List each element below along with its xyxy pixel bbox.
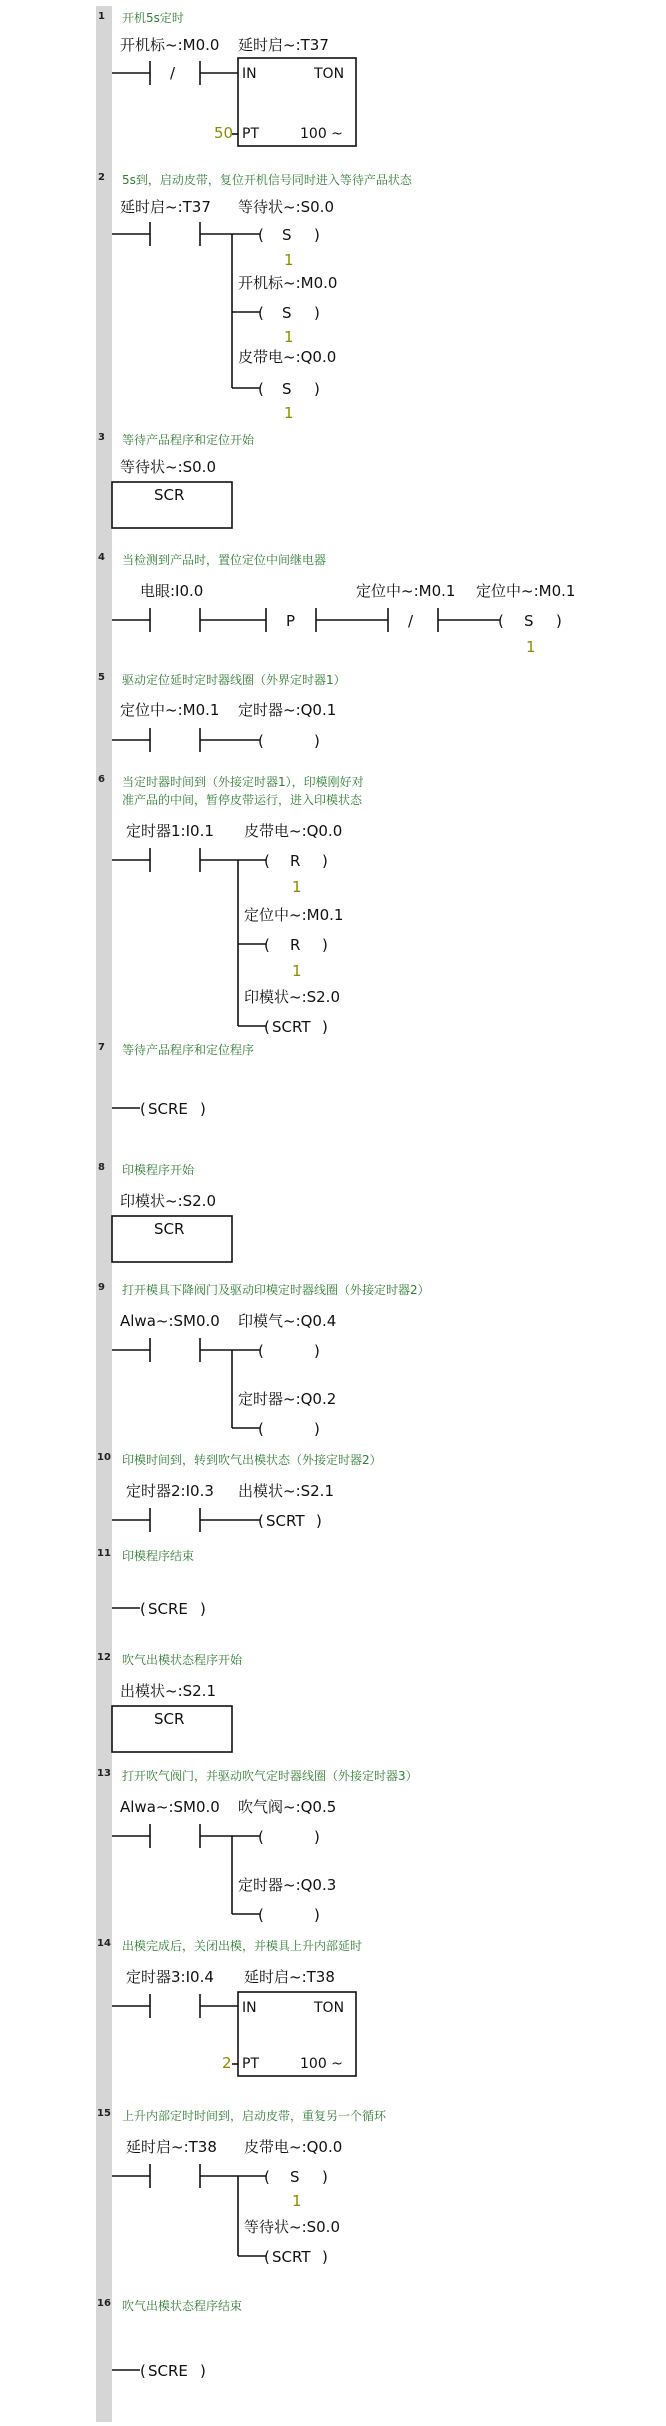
normally-open-contact[interactable] bbox=[112, 1338, 260, 1362]
left-power-rail bbox=[96, 6, 112, 176]
coil-operand: 开机标~:M0.0 bbox=[238, 274, 338, 292]
svg-text:): ) bbox=[316, 1512, 322, 1530]
normally-open-contact[interactable] bbox=[112, 728, 260, 752]
normally-open-contact[interactable] bbox=[112, 1994, 238, 2018]
coil-operand: 等待状~:S0.0 bbox=[238, 198, 334, 216]
network-number: 8 bbox=[98, 1162, 105, 1173]
svg-text:(: ( bbox=[264, 1018, 270, 1036]
timer-pt-label: PT bbox=[242, 126, 259, 142]
coil-operand: 皮带电~:Q0.0 bbox=[238, 348, 337, 366]
svg-text:(: ( bbox=[258, 226, 264, 244]
scr-box[interactable] bbox=[112, 482, 232, 528]
svg-text:): ) bbox=[314, 1420, 320, 1438]
scre-label: SCRE bbox=[148, 1600, 188, 1618]
coil-instruction: SCRT bbox=[272, 1018, 311, 1036]
scr-operand: 等待状~:S0.0 bbox=[120, 458, 216, 476]
reset-coil[interactable] bbox=[264, 936, 328, 980]
network-2[interactable] bbox=[96, 170, 413, 430]
svg-text:): ) bbox=[314, 1906, 320, 1924]
coil-operand: 出模状~:S2.1 bbox=[238, 1482, 334, 1500]
network-comment: 等待产品程序和定位程序 bbox=[122, 1043, 255, 1057]
svg-text:(: ( bbox=[258, 380, 264, 398]
svg-text:): ) bbox=[314, 226, 320, 244]
network-number: 15 bbox=[97, 2108, 111, 2119]
scre-coil[interactable] bbox=[112, 1100, 206, 1118]
normally-closed-contact[interactable] bbox=[112, 61, 238, 85]
output-coil[interactable] bbox=[258, 1828, 320, 1846]
network-6[interactable] bbox=[96, 770, 364, 1040]
coil-operand: 定时器~:Q0.2 bbox=[238, 1390, 337, 1408]
left-power-rail bbox=[96, 2106, 112, 2296]
network-number: 16 bbox=[97, 2298, 111, 2309]
coil-operand: 吹气阀~:Q0.5 bbox=[238, 1798, 337, 1816]
coil-instruction: S bbox=[282, 226, 292, 244]
coil-value: 1 bbox=[292, 2192, 302, 2210]
svg-text:): ) bbox=[314, 304, 320, 322]
contact-symbol: / bbox=[408, 612, 414, 630]
left-power-rail bbox=[96, 430, 112, 550]
svg-text:(: ( bbox=[140, 1600, 146, 1618]
network-number: 13 bbox=[97, 1768, 111, 1779]
timer-preset: 2 bbox=[222, 2054, 232, 2072]
contact-operand: 延时启~:T37 bbox=[120, 198, 211, 216]
network-13[interactable] bbox=[96, 1766, 418, 1936]
timer-box[interactable] bbox=[214, 58, 356, 146]
coil-instruction: R bbox=[290, 936, 301, 954]
coil-instruction: SCRT bbox=[272, 2248, 311, 2266]
network-1[interactable] bbox=[96, 6, 356, 176]
network-comment: 吹气出模状态程序开始 bbox=[122, 1653, 243, 1667]
contact-operand: 定时器1:I0.1 bbox=[126, 822, 214, 840]
network-3[interactable] bbox=[96, 430, 255, 550]
left-power-rail bbox=[96, 1280, 112, 1450]
coil-instruction: R bbox=[290, 852, 301, 870]
set-coil[interactable] bbox=[258, 226, 320, 269]
svg-text:): ) bbox=[314, 1828, 320, 1846]
coil-instruction: S bbox=[290, 2168, 300, 2186]
normally-open-contact[interactable] bbox=[112, 848, 266, 872]
coil-value: 1 bbox=[284, 404, 294, 422]
timer-in-label: IN bbox=[242, 66, 257, 82]
reset-coil[interactable] bbox=[264, 852, 328, 896]
network-comment: 当检测到产品时，置位定位中间继电器 bbox=[122, 553, 327, 567]
svg-text:): ) bbox=[322, 2168, 328, 2186]
coil-instruction: S bbox=[282, 380, 292, 398]
scrt-coil[interactable] bbox=[264, 1018, 328, 1036]
network-12[interactable] bbox=[96, 1650, 243, 1766]
network-4[interactable] bbox=[96, 550, 575, 670]
network-comment: 准产品的中间，暂停皮带运行，进入印模状态 bbox=[122, 793, 363, 807]
left-power-rail bbox=[96, 770, 112, 1040]
network-15[interactable] bbox=[96, 2106, 387, 2296]
network-comment: 出模完成后，关闭出模，并模具上升内部延时 bbox=[122, 1939, 363, 1953]
coil-value: 1 bbox=[292, 878, 302, 896]
coil-value: 1 bbox=[284, 328, 294, 346]
scre-label: SCRE bbox=[148, 1100, 188, 1118]
coil-instruction: S bbox=[524, 612, 534, 630]
network-number: 1 bbox=[98, 11, 105, 22]
scr-label: SCR bbox=[154, 1220, 185, 1238]
network-8[interactable] bbox=[96, 1160, 232, 1280]
timer-operand: 延时启~:T38 bbox=[244, 1968, 335, 1986]
set-coil[interactable] bbox=[498, 612, 562, 656]
timer-base: 100 ~ bbox=[300, 126, 343, 142]
set-coil[interactable] bbox=[264, 2168, 328, 2210]
network-comment: 开机5s定时 bbox=[122, 11, 184, 25]
left-power-rail bbox=[96, 1546, 112, 1650]
network-number: 4 bbox=[98, 552, 105, 563]
coil-operand: 定位中~:M0.1 bbox=[244, 906, 344, 924]
network-comment: 印模时间到，转到吹气出模状态（外接定时器2） bbox=[122, 1453, 382, 1467]
left-power-rail bbox=[96, 1936, 112, 2106]
network-10[interactable] bbox=[96, 1450, 382, 1546]
normally-closed-contact[interactable] bbox=[388, 608, 500, 632]
contact-operand: 定时器3:I0.4 bbox=[126, 1968, 214, 1986]
network-comment: 打开吹气阀门，并驱动吹气定时器线圈（外接定时器3） bbox=[122, 1769, 418, 1783]
network-number: 12 bbox=[97, 1652, 111, 1663]
timer-operand: 延时启~:T37 bbox=[238, 36, 329, 54]
scrt-coil[interactable] bbox=[258, 1512, 322, 1530]
scre-coil[interactable] bbox=[112, 2362, 206, 2380]
timer-preset: 50 bbox=[214, 124, 234, 142]
svg-text:(: ( bbox=[264, 2168, 270, 2186]
coil-operand: 等待状~:S0.0 bbox=[244, 2218, 340, 2236]
network-comment: 吹气出模状态程序结束 bbox=[122, 2299, 243, 2313]
network-comment: 印模程序结束 bbox=[122, 1549, 195, 1563]
svg-text:(: ( bbox=[258, 1828, 264, 1846]
coil-instruction: S bbox=[282, 304, 292, 322]
contact-operand: 延时启~:T38 bbox=[126, 2138, 217, 2156]
network-9[interactable] bbox=[96, 1280, 430, 1450]
coil-operand: 定时器~:Q0.3 bbox=[238, 1876, 337, 1894]
left-power-rail bbox=[96, 1650, 112, 1766]
scre-coil[interactable] bbox=[112, 1600, 206, 1618]
scr-box[interactable] bbox=[112, 1216, 232, 1262]
network-number: 14 bbox=[97, 1938, 111, 1949]
network-number: 3 bbox=[98, 432, 105, 443]
coil-operand: 印模气~:Q0.4 bbox=[238, 1312, 337, 1330]
contact-operand: 开机标~:M0.0 bbox=[120, 36, 220, 54]
svg-text:): ) bbox=[322, 936, 328, 954]
network-comment: 5s到，启动皮带，复位开机信号同时进入等待产品状态 bbox=[122, 173, 412, 187]
svg-text:(: ( bbox=[258, 1342, 264, 1360]
svg-text:(: ( bbox=[258, 1512, 264, 1530]
output-coil[interactable] bbox=[258, 732, 320, 750]
left-power-rail bbox=[96, 1160, 112, 1280]
left-power-rail bbox=[96, 170, 112, 430]
network-comment: 上升内部定时时间到，启动皮带，重复另一个循环 bbox=[122, 2109, 387, 2123]
network-16[interactable] bbox=[96, 2296, 242, 2422]
svg-text:(: ( bbox=[140, 2362, 146, 2380]
left-power-rail bbox=[96, 1040, 112, 1160]
contact-operand: 定位中~:M0.1 bbox=[356, 582, 456, 600]
left-power-rail bbox=[96, 670, 112, 770]
scr-operand: 出模状~:S2.1 bbox=[120, 1682, 216, 1700]
coil-value: 1 bbox=[292, 962, 302, 980]
output-coil[interactable] bbox=[258, 1342, 320, 1360]
svg-text:): ) bbox=[556, 612, 562, 630]
network-comment: 印模程序开始 bbox=[122, 1163, 195, 1177]
network-number: 11 bbox=[97, 1548, 111, 1559]
left-power-rail bbox=[96, 1766, 112, 1936]
output-coil[interactable] bbox=[258, 1906, 320, 1924]
scre-label: SCRE bbox=[148, 2362, 188, 2380]
network-number: 9 bbox=[98, 1282, 105, 1293]
svg-text:): ) bbox=[200, 1600, 206, 1618]
set-coil[interactable] bbox=[258, 380, 320, 422]
timer-in-label: IN bbox=[242, 2000, 257, 2016]
svg-text:(: ( bbox=[140, 1100, 146, 1118]
contact-operand: 定位中~:M0.1 bbox=[120, 701, 220, 719]
svg-text:): ) bbox=[322, 1018, 328, 1036]
scrt-coil[interactable] bbox=[264, 2248, 328, 2266]
scr-label: SCR bbox=[154, 486, 185, 504]
contact-operand: Alwa~:SM0.0 bbox=[120, 1798, 220, 1816]
timer-box[interactable] bbox=[222, 1992, 356, 2076]
network-7[interactable] bbox=[96, 1040, 254, 1160]
network-number: 7 bbox=[98, 1042, 105, 1053]
svg-text:(: ( bbox=[264, 936, 270, 954]
network-11[interactable] bbox=[96, 1546, 206, 1650]
network-comment: 驱动定位延时定时器线圈（外界定时器1） bbox=[122, 673, 346, 687]
scr-box[interactable] bbox=[112, 1706, 232, 1752]
svg-text:(: ( bbox=[264, 852, 270, 870]
scr-operand: 印模状~:S2.0 bbox=[120, 1192, 216, 1210]
timer-type: TON bbox=[314, 66, 345, 82]
network-comment: 当定时器时间到（外接定时器1），印模刚好对 bbox=[122, 775, 364, 789]
network-number: 10 bbox=[97, 1452, 111, 1463]
svg-text:): ) bbox=[322, 852, 328, 870]
coil-operand: 皮带电~:Q0.0 bbox=[244, 822, 343, 840]
svg-text:(: ( bbox=[258, 304, 264, 322]
contact-operand: Alwa~:SM0.0 bbox=[120, 1312, 220, 1330]
timer-base: 100 ~ bbox=[300, 2056, 343, 2072]
left-power-rail bbox=[96, 2296, 112, 2422]
contact-operand: 电眼:I0.0 bbox=[140, 582, 204, 600]
set-coil[interactable] bbox=[258, 304, 320, 346]
normally-open-contact[interactable] bbox=[112, 222, 260, 246]
network-14[interactable] bbox=[96, 1936, 362, 2106]
scr-label: SCR bbox=[154, 1710, 185, 1728]
contact-operand: 定时器2:I0.3 bbox=[126, 1482, 214, 1500]
normally-open-contact[interactable] bbox=[112, 2164, 266, 2188]
svg-text:): ) bbox=[322, 2248, 328, 2266]
timer-type: TON bbox=[314, 2000, 345, 2016]
normally-open-contact[interactable] bbox=[112, 608, 266, 632]
coil-instruction: SCRT bbox=[266, 1512, 305, 1530]
coil-operand: 定时器~:Q0.1 bbox=[238, 701, 337, 719]
timer-pt-label: PT bbox=[242, 2056, 259, 2072]
coil-operand: 印模状~:S2.0 bbox=[244, 988, 340, 1006]
svg-text:): ) bbox=[314, 1342, 320, 1360]
network-comment: 打开模具下降阀门及驱动印模定时器线圈（外接定时器2） bbox=[122, 1283, 430, 1297]
coil-value: 1 bbox=[526, 638, 536, 656]
svg-text:): ) bbox=[314, 380, 320, 398]
svg-text:): ) bbox=[200, 1100, 206, 1118]
positive-edge-contact[interactable] bbox=[266, 608, 388, 632]
coil-operand: 皮带电~:Q0.0 bbox=[244, 2138, 343, 2156]
svg-text:(: ( bbox=[258, 732, 264, 750]
svg-text:): ) bbox=[314, 732, 320, 750]
output-coil[interactable] bbox=[258, 1420, 320, 1438]
network-comment: 等待产品程序和定位开始 bbox=[122, 433, 255, 447]
network-number: 5 bbox=[98, 672, 105, 683]
network-5[interactable] bbox=[96, 670, 346, 770]
contact-symbol: / bbox=[170, 64, 176, 82]
coil-value: 1 bbox=[284, 251, 294, 269]
svg-text:): ) bbox=[200, 2362, 206, 2380]
left-power-rail bbox=[96, 550, 112, 670]
network-number: 6 bbox=[98, 774, 105, 785]
normally-open-contact[interactable] bbox=[112, 1508, 260, 1532]
svg-text:(: ( bbox=[258, 1906, 264, 1924]
svg-text:(: ( bbox=[498, 612, 504, 630]
left-power-rail bbox=[96, 1450, 112, 1546]
coil-operand: 定位中~:M0.1 bbox=[476, 582, 576, 600]
svg-text:(: ( bbox=[258, 1420, 264, 1438]
svg-text:(: ( bbox=[264, 2248, 270, 2266]
contact-symbol: P bbox=[286, 612, 296, 630]
network-number: 2 bbox=[98, 172, 105, 183]
normally-open-contact[interactable] bbox=[112, 1824, 260, 1848]
